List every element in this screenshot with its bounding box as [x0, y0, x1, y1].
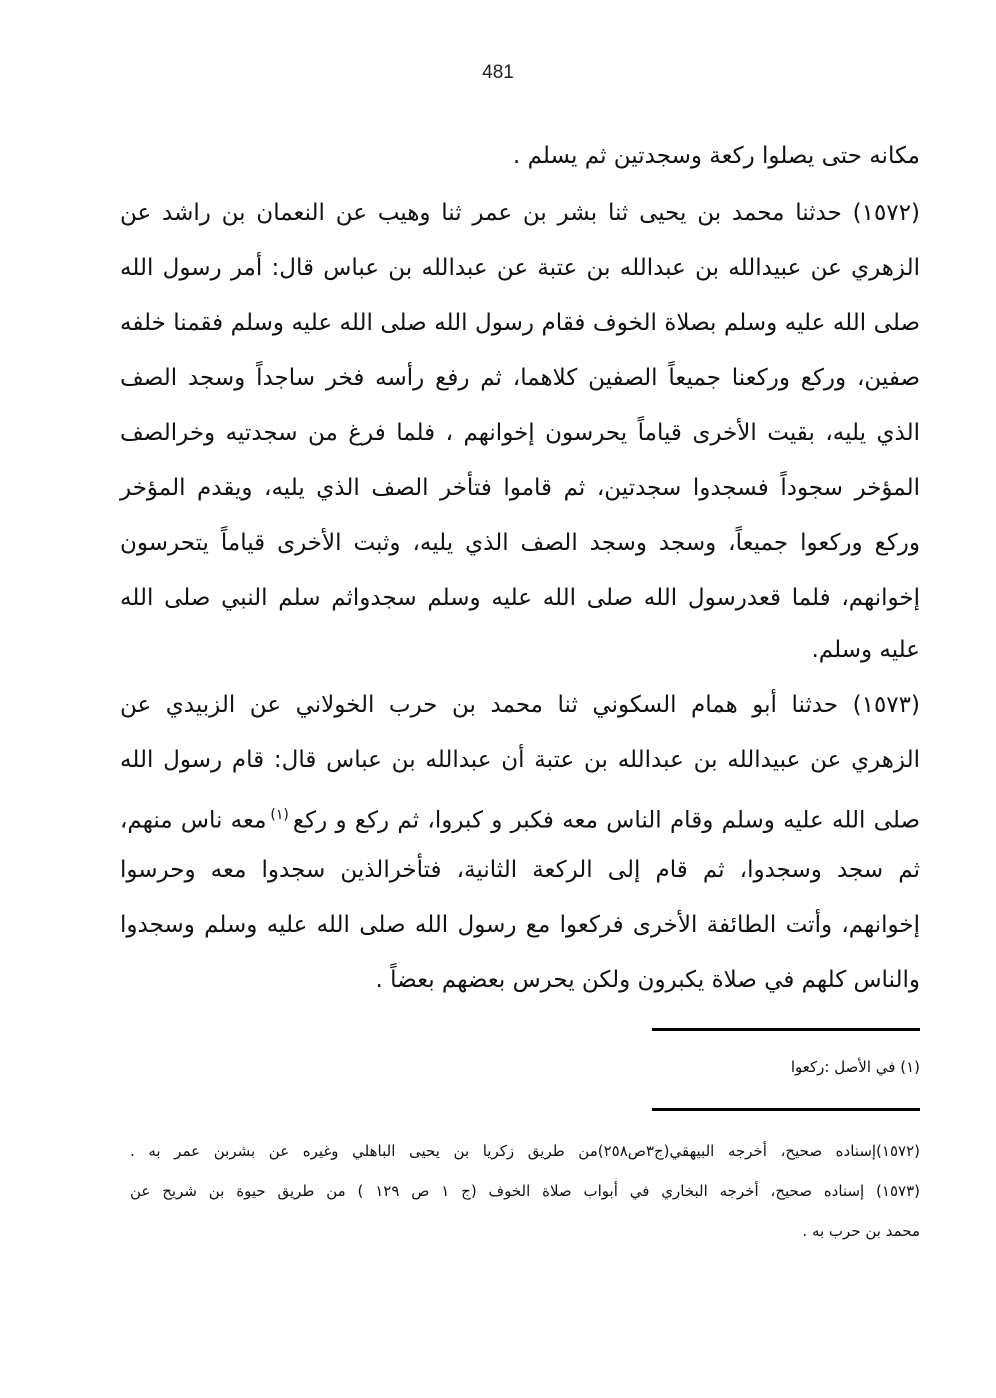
footnote-divider: [652, 1028, 920, 1031]
text-line-part: معه ناس منهم،: [120, 807, 267, 834]
text-line: إخوانهم، وأتت الطائفة الأخرى فركعوا مع رسول الله صلى الله عليه وسلم وسجدوا: [120, 912, 920, 938]
text-line: صفين، وركع وركعنا جميعاً الصفين كلاهما، ثم رفع رأسه فخر ساجداً وسجد الصف: [120, 365, 920, 391]
footnote-marker: (١): [270, 807, 289, 823]
text-line: (١٥٧٢) حدثنا محمد بن يحيى ثنا بشر بن عمر ثنا وهيب عن النعمان بن راشد عن: [120, 200, 920, 226]
text-line: (١٥٧٣) حدثنا أبو همام السكوني ثنا محمد بن حرب الخولاني عن الزبيدي عن: [120, 692, 920, 718]
source-footnote-line: (١٥٧٢)إسناده صحيح، أخرجه البيهقي(ج٣ص٢٥٨)من طريق زكريا بن يحيى الباهلي وغيره عن بشربن عمر به .: [130, 1142, 921, 1160]
text-line: مكانه حتى يصلوا ركعة وسجدتين ثم يسلم .: [513, 143, 920, 169]
note-footnote: (١) في الأصل :ركعوا: [790, 1058, 920, 1076]
text-line: والناس كلهم في صلاة يكبرون ولكن يحرس بعضهم بعضاً .: [375, 967, 920, 993]
text-line: ثم سجد وسجدوا، ثم قام إلى الركعة الثانية، فتأخرالذين سجدوا معه وحرسوا: [120, 857, 920, 883]
text-line: الزهري عن عبيدالله بن عبدالله بن عتبة عن عبدالله بن عباس قال: أمر رسول الله: [120, 255, 920, 281]
text-line: وركع وركعوا جميعاً، وسجد وسجد الصف الذي يليه، وثبت الأخرى قياماً يتحرسون: [120, 530, 920, 556]
text-line-part: صلى الله عليه وسلم وقام الناس معه فكبر و كبروا، ثم ركع و ركع: [292, 807, 920, 834]
source-footnote-line: (١٥٧٣) إسناده صحيح، أخرجه البخاري في أبواب صلاة الخوف (ج ١ ص ١٢٩ ) من طريق حيوة بن شريح عن: [130, 1182, 920, 1200]
text-line-with-note: [120, 798, 920, 838]
text-line: الذي يليه، بقيت الأخرى قياماً يحرسون إخوانهم ، فلما فرغ من سجدتيه وخرالصف: [120, 420, 920, 446]
text-line: إخوانهم، فلما قعدرسول الله صلى الله عليه وسلم سجدواثم سلم النبي صلى الله: [120, 585, 920, 611]
text-line: المؤخر سجوداً فسجدوا سجدتين، ثم قاموا فتأخر الصف الذي يليه، ويقدم المؤخر: [120, 475, 920, 501]
source-footnote-line: محمد بن حرب به .: [802, 1222, 920, 1240]
source-divider: [652, 1108, 920, 1111]
text-line: عليه وسلم.: [811, 637, 920, 663]
page-number: 481: [482, 62, 514, 83]
text-line: صلى الله عليه وسلم بصلاة الخوف فقام رسول الله صلى الله عليه وسلم فقمنا خلفه: [120, 310, 920, 336]
text-line: الزهري عن عبيدالله بن عبدالله بن عتبة أن عبدالله بن عباس قال: قام رسول الله: [120, 747, 920, 773]
